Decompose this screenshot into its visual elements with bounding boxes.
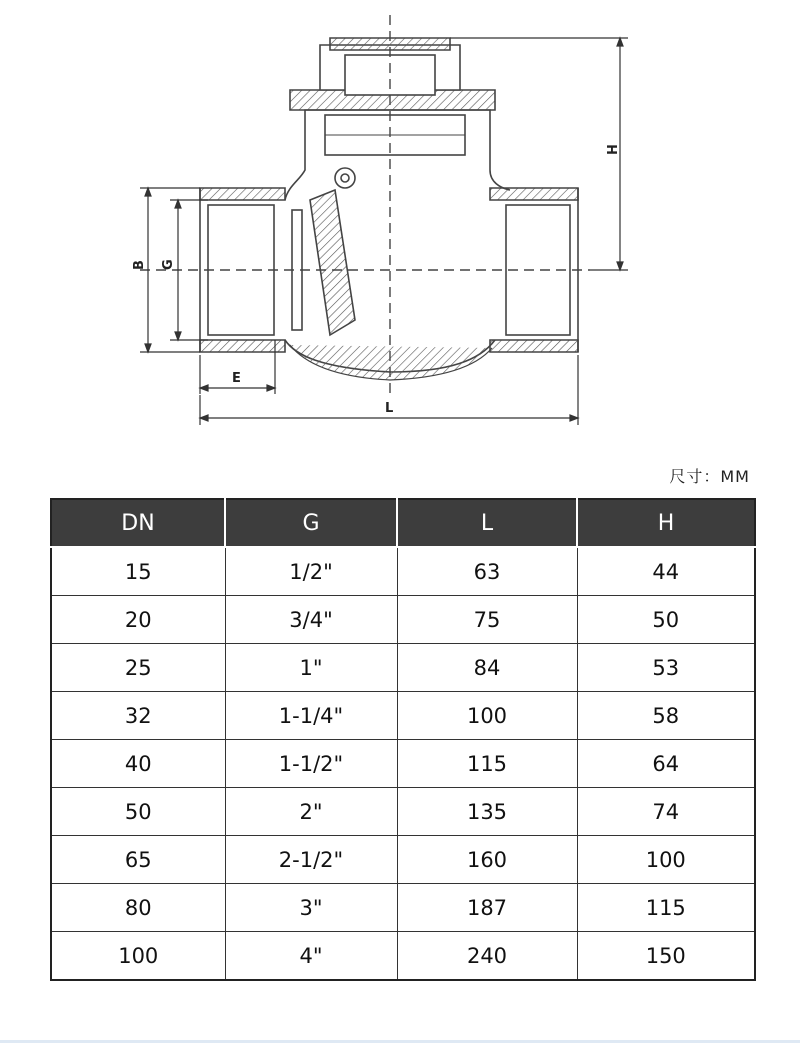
cell-dn: 100: [51, 932, 225, 981]
cell-dn: 50: [51, 788, 225, 836]
table-row: [51, 596, 755, 644]
dim-label-e: E: [232, 371, 241, 386]
cell-h: 150: [577, 932, 755, 981]
table-row: [51, 644, 755, 692]
table-row: [51, 884, 755, 932]
header-l: L: [397, 499, 577, 547]
cell-l: 187: [397, 884, 577, 932]
cell-dn: 20: [51, 596, 225, 644]
header-dn: DN: [51, 499, 225, 547]
cell-dn: 25: [51, 644, 225, 692]
cell-g: 2-1/2": [225, 836, 397, 884]
cell-g: 1": [225, 644, 397, 692]
cell-g: 3/4": [225, 596, 397, 644]
cell-g: 3": [225, 884, 397, 932]
cell-l: 135: [397, 788, 577, 836]
bottom-divider: [0, 1040, 800, 1043]
cell-h: 74: [577, 788, 755, 836]
cell-h: 115: [577, 884, 755, 932]
dim-label-b: B: [132, 260, 147, 270]
dim-label-l: L: [385, 401, 394, 416]
cell-dn: 40: [51, 740, 225, 788]
cell-l: 240: [397, 932, 577, 981]
table-row: [51, 740, 755, 788]
table-row: [51, 547, 755, 596]
cell-dn: 65: [51, 836, 225, 884]
dim-label-g: G: [161, 259, 176, 270]
cell-g: 1-1/2": [225, 740, 397, 788]
table-row: [51, 692, 755, 740]
cell-dn: 15: [51, 547, 225, 596]
cell-g: 1/2": [225, 547, 397, 596]
cell-l: 115: [397, 740, 577, 788]
table-header-row: [51, 499, 755, 547]
header-g: G: [225, 499, 397, 547]
cell-g: 2": [225, 788, 397, 836]
cell-h: 44: [577, 547, 755, 596]
cell-l: 84: [397, 644, 577, 692]
valve-cross-section-diagram: [120, 0, 660, 440]
cell-g: 4": [225, 932, 397, 981]
cell-h: 58: [577, 692, 755, 740]
cell-h: 50: [577, 596, 755, 644]
cell-g: 1-1/4": [225, 692, 397, 740]
cell-dn: 80: [51, 884, 225, 932]
unit-note: 尺寸：MM: [669, 467, 750, 486]
cell-h: 53: [577, 644, 755, 692]
cell-dn: 32: [51, 692, 225, 740]
cell-h: 64: [577, 740, 755, 788]
spec-table: [50, 498, 756, 981]
cell-h: 100: [577, 836, 755, 884]
cell-l: 63: [397, 547, 577, 596]
table-row: [51, 836, 755, 884]
table-row: [51, 932, 755, 981]
valve-drawing: [120, 0, 660, 440]
dim-label-h: H: [606, 144, 621, 155]
cell-l: 160: [397, 836, 577, 884]
cell-l: 75: [397, 596, 577, 644]
table-row: [51, 788, 755, 836]
header-h: H: [577, 499, 755, 547]
cell-l: 100: [397, 692, 577, 740]
